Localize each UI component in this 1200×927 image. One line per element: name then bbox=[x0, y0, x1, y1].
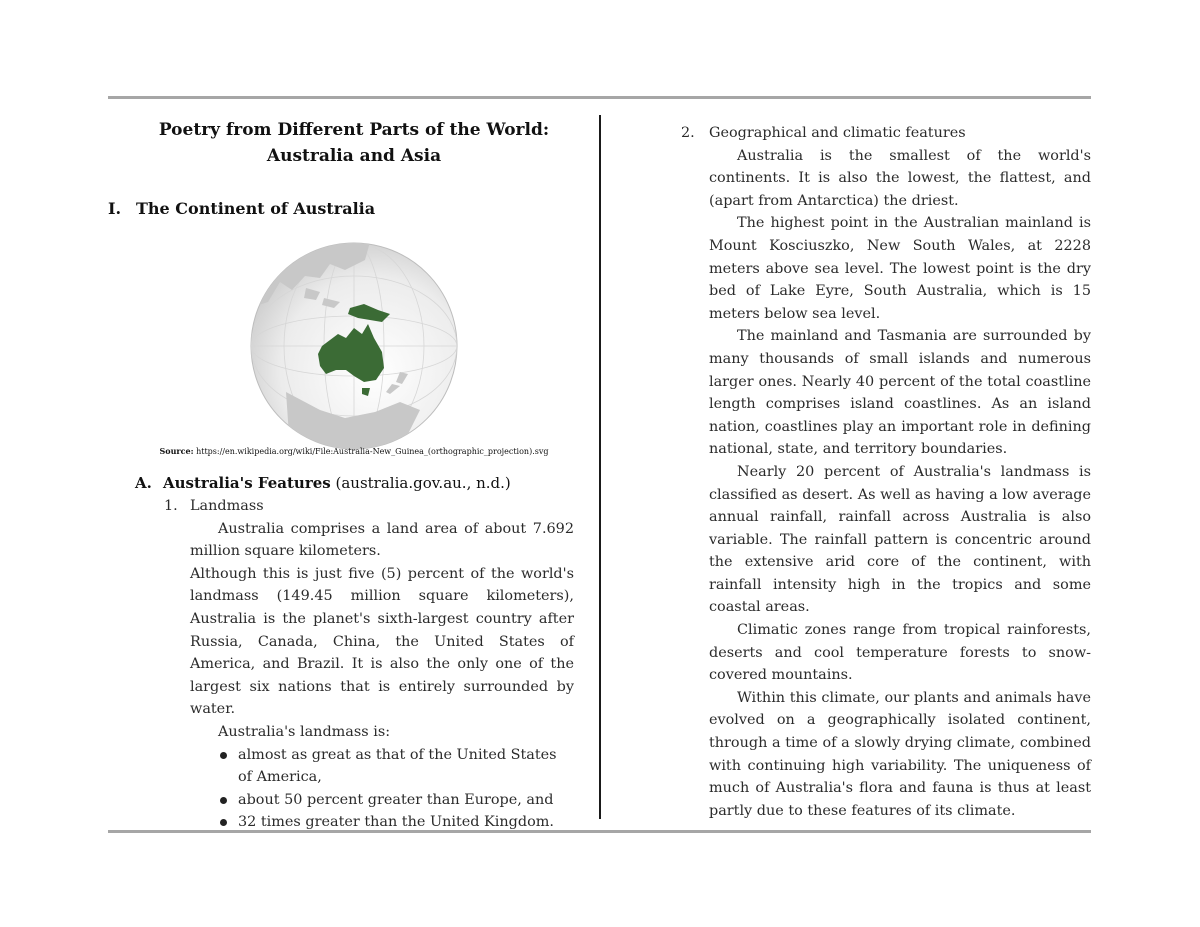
geography-title: Geographical and climatic features bbox=[709, 125, 966, 141]
section-title: The Continent of Australia bbox=[136, 199, 376, 218]
subsection-citation: (australia.gov.au., n.d.) bbox=[330, 474, 511, 492]
geography-paragraph-4: Nearly 20 percent of Australia's landmass is classified as desert. As well as having a low average annual rainfall, rainfall across Australia is also variable. The rainfall pattern is concentric around the extensive arid core of the continent, with rainfall intensity high in the tropics and some coastal areas. bbox=[709, 463, 1091, 616]
geography-paragraph-3: The mainland and Tasmania are surrounded by many thousands of small islands and numerous larger ones. Nearly 40 percent of the total coastline length comprises island coastlines. As an island nation, coastlines play an important role in defining national, state, and territory boundaries. bbox=[709, 328, 1091, 458]
landmass-paragraph-1: Australia comprises a land area of about 7.692 million square kilometers. bbox=[190, 520, 574, 560]
subsection-title: Australia's Features bbox=[163, 474, 331, 492]
landmass-title: Landmass bbox=[190, 498, 264, 514]
page-title bbox=[108, 117, 600, 169]
title-line-2: Australia and Asia bbox=[266, 146, 442, 166]
figure-source bbox=[108, 446, 600, 456]
geography-paragraph-2: The highest point in the Australian mainland is Mount Kosciuszko, New South Wales, at 2228 meters above sea level. The lowest point is the dry bed of Lake Eyre, South Australia, which is 15 meters below sea level. bbox=[709, 215, 1091, 322]
landmass-paragraph-3: Australia's landmass is: bbox=[218, 723, 391, 740]
geography-paragraph-6: Within this climate, our plants and animals have evolved on a geographically isolated continent, through a time of a slowly drying climate, combined with continuing high variability. The uniqueness of much of Australia's flora and fauna is thus at least partly due to these features of its climate. bbox=[709, 689, 1091, 819]
source-url: https://en.wikipedia.org/wiki/File:Australia-New_Guinea_(orthographic_projection).svg bbox=[196, 447, 549, 456]
title-line-1: Poetry from Different Parts of the World: bbox=[158, 120, 550, 140]
geography-paragraph-5: Climatic zones range from tropical rainforests, deserts and cool temperature forests to snow-covered mountains. bbox=[709, 622, 1091, 684]
column-divider bbox=[599, 115, 601, 819]
globe-map-image bbox=[250, 242, 458, 450]
list-item: about 50 percent greater than Europe, and bbox=[218, 789, 574, 812]
subsection-letter: A. bbox=[135, 474, 152, 492]
geography-heading bbox=[681, 122, 1091, 145]
top-rule bbox=[108, 96, 1091, 99]
left-column-body bbox=[164, 495, 574, 834]
landmass-paragraph-2: Although this is just five (5) percent of the world's landmass (149.45 million square kilometers), Australia is the planet's sixth-largest country after Russia, Canada, China, the United States of America, and Brazil. It is also the only one of the largest six nations that is entirely surrounded by water. bbox=[190, 565, 574, 718]
geography-number: 2. bbox=[681, 125, 695, 141]
section-number: I. bbox=[108, 199, 122, 218]
section-heading bbox=[108, 199, 375, 218]
list-item: 32 times greater than the United Kingdom. bbox=[218, 811, 574, 834]
geography-paragraph-1: Australia is the smallest of the world's continents. It is also the lowest, the flattest, and (apart from Antarctica) the driest. bbox=[709, 147, 1091, 209]
australia-globe-figure bbox=[250, 242, 458, 450]
right-column-body bbox=[681, 122, 1091, 822]
landmass-heading bbox=[164, 495, 574, 518]
subsection-heading bbox=[135, 474, 511, 492]
landmass-number: 1. bbox=[164, 498, 178, 514]
source-label: Source: bbox=[159, 446, 194, 456]
landmass-bullet-list bbox=[164, 744, 574, 834]
list-item: almost as great as that of the United States of America, bbox=[218, 744, 574, 789]
